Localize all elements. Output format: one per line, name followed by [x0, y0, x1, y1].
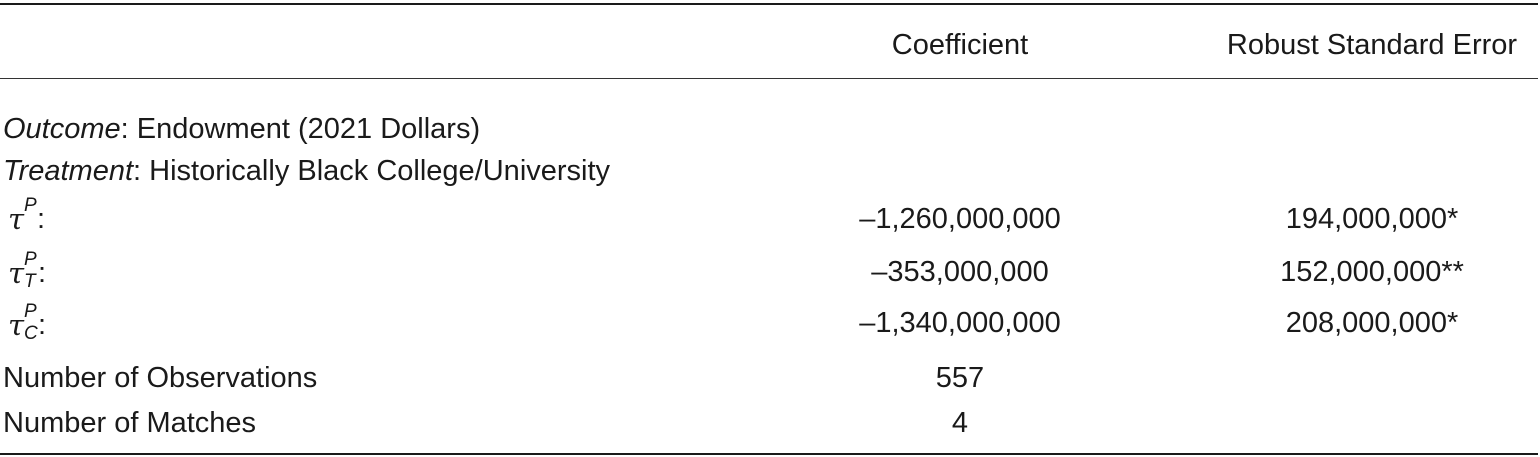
table-bottom-rule: [0, 453, 1538, 455]
treatment-text: : Historically Black College/University: [133, 155, 611, 187]
column-header-coefficient: Coefficient: [891, 29, 1029, 61]
tau-p-c-symbol: τ P C :: [8, 301, 47, 344]
tau-p-t-coefficient: –353,000,000: [871, 256, 1049, 288]
matches-label: Number of Matches: [3, 407, 257, 439]
observations-value: 557: [935, 362, 985, 394]
tau-p-t-robust-se: 152,000,000**: [1280, 256, 1464, 288]
table-top-rule: [0, 3, 1538, 5]
tau-p-t-symbol: τ P T :: [8, 249, 47, 292]
matches-value: 4: [951, 407, 969, 439]
header-rule: [0, 78, 1538, 79]
tau-p-robust-se: 194,000,000*: [1285, 203, 1459, 235]
observations-label: Number of Observations: [3, 362, 318, 394]
outcome-row: [3, 112, 480, 146]
column-header-robust-se: Robust Standard Error: [1226, 29, 1518, 61]
tau-p-symbol: τ P :: [8, 195, 46, 236]
treatment-row: [3, 154, 610, 188]
tau-p-c-coefficient: –1,340,000,000: [859, 307, 1061, 339]
tau-p-coefficient: –1,260,000,000: [859, 203, 1061, 235]
outcome-text: : Endowment (2021 Dollars): [120, 113, 481, 145]
tau-p-c-robust-se: 208,000,000*: [1285, 307, 1459, 339]
outcome-label: Outcome: [3, 113, 121, 145]
treatment-label: Treatment: [3, 155, 134, 187]
